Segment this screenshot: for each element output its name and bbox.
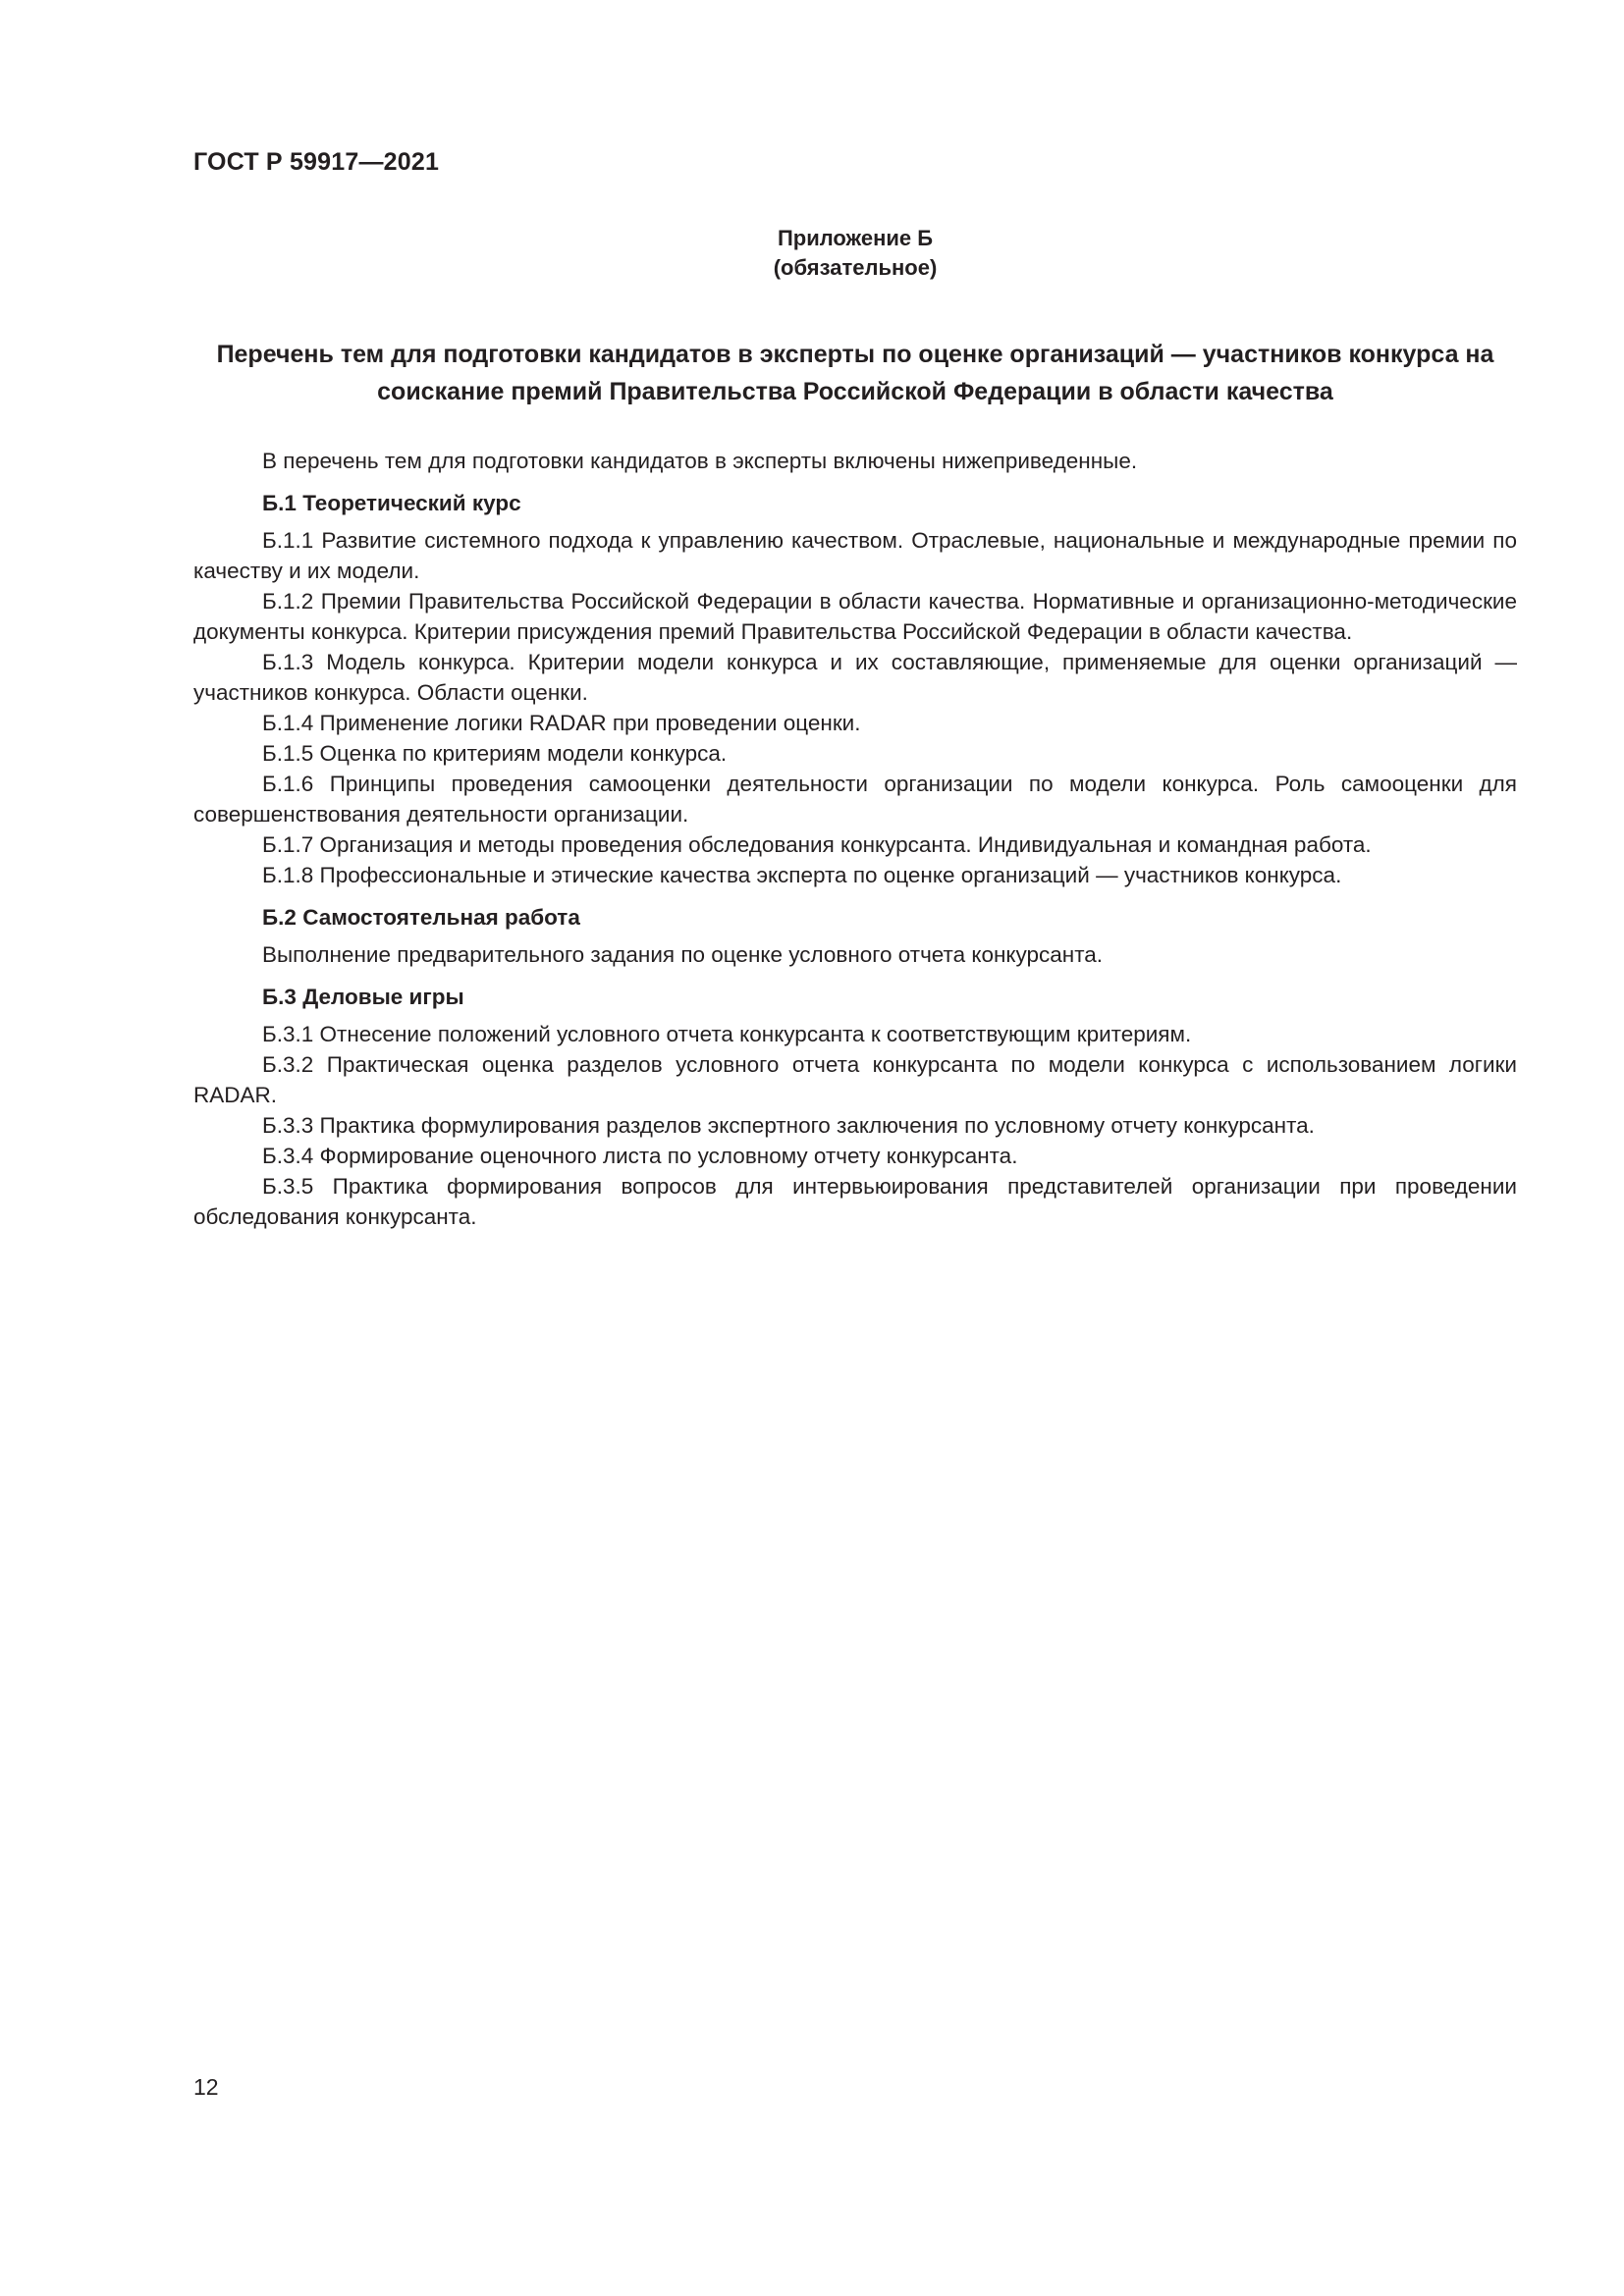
section-item: Б.3.5 Практика формирования вопросов для интервьюирования представителей организации при проведении обследования конкурсанта. <box>193 1174 1517 1229</box>
section-item: Б.1.8 Профессиональные и этические качества эксперта по оценке организаций — участников конкурса. <box>262 863 1342 887</box>
page-number: 12 <box>193 2074 219 2100</box>
intro-paragraph: В перечень тем для подготовки кандидатов в эксперты включены нижеприведенные. <box>262 449 1138 473</box>
section-item: Б.3.2 Практическая оценка разделов условного отчета конкурсанта по модели конкурса с использованием логики RADAR. <box>193 1052 1517 1107</box>
section-item: Б.3.4 Формирование оценочного листа по условному отчету конкурсанта. <box>262 1144 1018 1168</box>
section-item: Б.1.4 Применение логики RADAR при проведении оценки. <box>262 711 861 735</box>
section-item: Б.1.3 Модель конкурса. Критерии модели конкурса и их составляющие, применяемые для оценки организаций — участников конкурса. Области оценки. <box>193 650 1517 705</box>
section-item: Б.1.5 Оценка по критериям модели конкурса. <box>262 741 728 766</box>
page-content <box>193 224 1517 1232</box>
section-title: Б.3 Деловые игры <box>262 985 464 1009</box>
section-item: Б.3.1 Отнесение положений условного отчета конкурсанта к соответствующим критериям. <box>262 1022 1192 1046</box>
section-item: Б.1.7 Организация и методы проведения обследования конкурсанта. Индивидуальная и командная работа. <box>262 832 1372 857</box>
appendix-label: Приложение Б <box>777 226 934 250</box>
section-business-games <box>193 982 1517 1232</box>
section-title: Б.2 Самостоятельная работа <box>262 905 580 930</box>
section-theory <box>193 488 1517 890</box>
section-self-study <box>193 902 1517 970</box>
section-title: Б.1 Теоретический курс <box>262 491 521 515</box>
appendix-status: (обязательное) <box>773 255 938 280</box>
standard-id: ГОСТ Р 59917—2021 <box>193 148 440 176</box>
section-item: Б.1.2 Премии Правительства Российской Федерации в области качества. Нормативные и организационно-методические документы конкурса. Критерии присуждения премий Правительства Российской Федерации в области качества. <box>193 589 1517 644</box>
document-title: Перечень тем для подготовки кандидатов в эксперты по оценке организаций — участников конкурса на соискание премий Правительства Российской Федерации в области качества <box>216 341 1494 405</box>
section-item: Б.1.6 Принципы проведения самооценки деятельности организации по модели конкурса. Роль самооценки для совершенствования деятельности организации. <box>193 772 1517 827</box>
section-item: Выполнение предварительного задания по оценке условного отчета конкурсанта. <box>262 942 1104 967</box>
section-item: Б.3.3 Практика формулирования разделов экспертного заключения по условному отчету конкурсанта. <box>262 1113 1315 1138</box>
section-item: Б.1.1 Развитие системного подхода к управлению качеством. Отраслевые, национальные и международные премии по качеству и их модели. <box>193 528 1517 583</box>
